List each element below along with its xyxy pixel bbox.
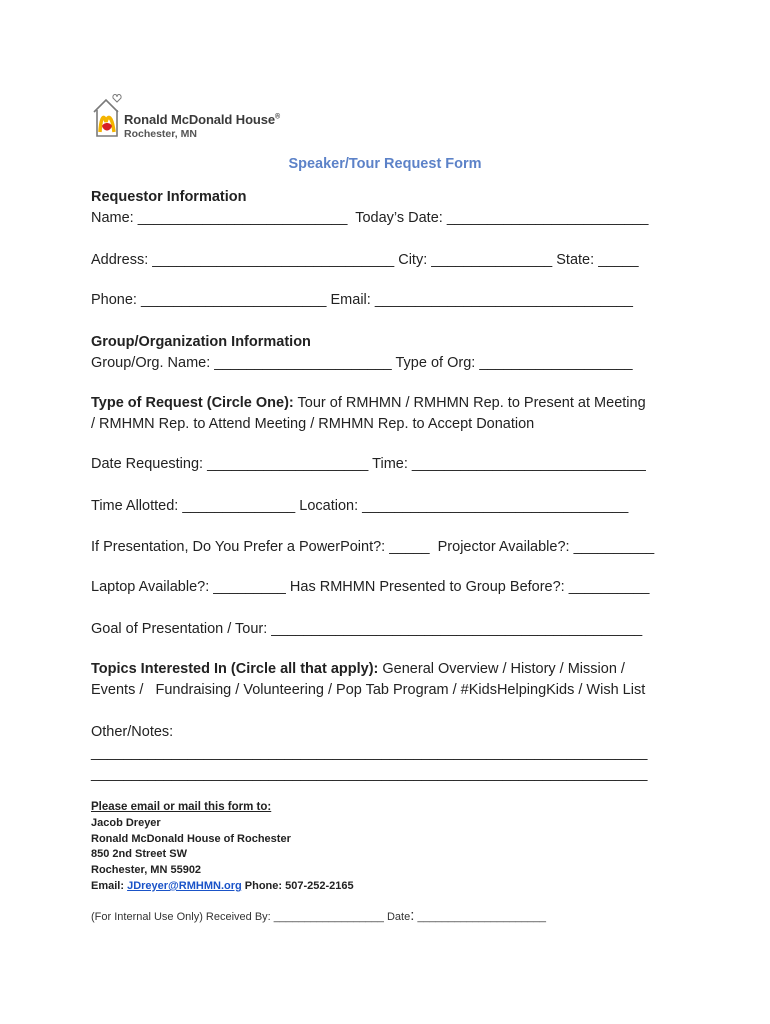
- request-type-line1: [91, 395, 646, 412]
- requestor-heading: Requestor Information: [91, 189, 247, 205]
- todays-date-field[interactable]: _________________________: [446, 210, 649, 226]
- contact-email-phone: Email: JDreyer@RMHMN.org Phone: 507-252-2165: [91, 880, 354, 892]
- logo-location: Rochester, MN: [124, 128, 197, 140]
- phone-row: Phone: _______________________ Email: ________________________________: [91, 292, 633, 308]
- time-field[interactable]: _____________________________: [411, 456, 646, 472]
- received-by-field[interactable]: __________________: [273, 911, 384, 923]
- notes-field-1[interactable]: _____________________________________________________________________: [91, 745, 648, 761]
- logo-name: Ronald McDonald House®: [124, 112, 281, 127]
- email-field[interactable]: ________________________________: [374, 292, 633, 308]
- goal-field[interactable]: ______________________________________________: [271, 621, 643, 637]
- date-time-row: Date Requesting: ____________________ Time: _____________________________: [91, 456, 646, 472]
- contact-street: 850 2nd Street SW: [91, 848, 187, 860]
- contact-city: Rochester, MN 55902: [91, 864, 202, 876]
- email-link[interactable]: JDreyer@RMHMN.org: [127, 880, 242, 892]
- topics-heading: Topics Interested In (Circle all that apply):: [91, 661, 379, 677]
- house-heart-logo-icon: [92, 92, 122, 142]
- request-options[interactable]: Tour of RMHMN / RMHMN Rep. to Present at Meeting: [293, 395, 646, 411]
- date-requesting-field[interactable]: ____________________: [207, 456, 369, 472]
- notes-label: Other/Notes:: [91, 724, 174, 740]
- internal-use-row: (For Internal Use Only) Received By: __________________ Date: _____________________: [91, 907, 546, 924]
- state-field[interactable]: _____: [598, 252, 639, 268]
- group-row: Group/Org. Name: ______________________ Type of Org: ___________________: [91, 355, 633, 371]
- internal-date-field[interactable]: _____________________: [417, 911, 546, 923]
- name-row: Name: __________________________ Today’s Date: _________________________: [91, 210, 649, 226]
- laptop-row: Laptop Available?: _________ Has RMHMN Presented to Group Before?: __________: [91, 579, 650, 595]
- topics-line2[interactable]: Events / Fundraising / Volunteering / Pop Tab Program / #KidsHelpingKids / Wish List: [91, 682, 646, 698]
- powerpoint-field[interactable]: _____: [389, 539, 430, 555]
- address-field[interactable]: ______________________________: [152, 252, 395, 268]
- contact-org: Ronald McDonald House of Rochester: [91, 833, 291, 845]
- request-type-heading: Type of Request (Circle One):: [91, 395, 294, 411]
- address-row: Address: ______________________________ City: _______________ State: _____: [91, 252, 639, 268]
- form-title: Speaker/Tour Request Form: [288, 156, 482, 172]
- request-type-line2[interactable]: / RMHMN Rep. to Attend Meeting / RMHMN Rep. to Accept Donation: [91, 416, 535, 432]
- goal-row: Goal of Presentation / Tour: ______________________________________________: [91, 621, 643, 637]
- group-heading: Group/Organization Information: [91, 334, 311, 350]
- name-field[interactable]: __________________________: [137, 210, 348, 226]
- powerpoint-row: If Presentation, Do You Prefer a PowerPoint?: _____ Projector Available?: __________: [91, 539, 655, 555]
- location-field[interactable]: _________________________________: [362, 498, 629, 514]
- notes-field-2[interactable]: _____________________________________________________________________: [91, 766, 648, 782]
- city-field[interactable]: _______________: [431, 252, 553, 268]
- presented-before-field[interactable]: __________: [568, 579, 650, 595]
- phone-field[interactable]: _______________________: [141, 292, 327, 308]
- rmh-logo: [92, 92, 312, 142]
- allotted-location-row: Time Allotted: ______________ Location: _________________________________: [91, 498, 629, 514]
- projector-field[interactable]: __________: [573, 539, 655, 555]
- topics-options[interactable]: General Overview / History / Mission /: [378, 661, 625, 677]
- topics-line1: [91, 661, 625, 678]
- group-name-field[interactable]: ______________________: [214, 355, 392, 371]
- laptop-field[interactable]: _________: [213, 579, 286, 595]
- contact-person: Jacob Dreyer: [91, 817, 161, 829]
- org-type-field[interactable]: ___________________: [479, 355, 633, 371]
- contact-heading: Please email or mail this form to:: [91, 801, 272, 813]
- time-allotted-field[interactable]: ______________: [182, 498, 296, 514]
